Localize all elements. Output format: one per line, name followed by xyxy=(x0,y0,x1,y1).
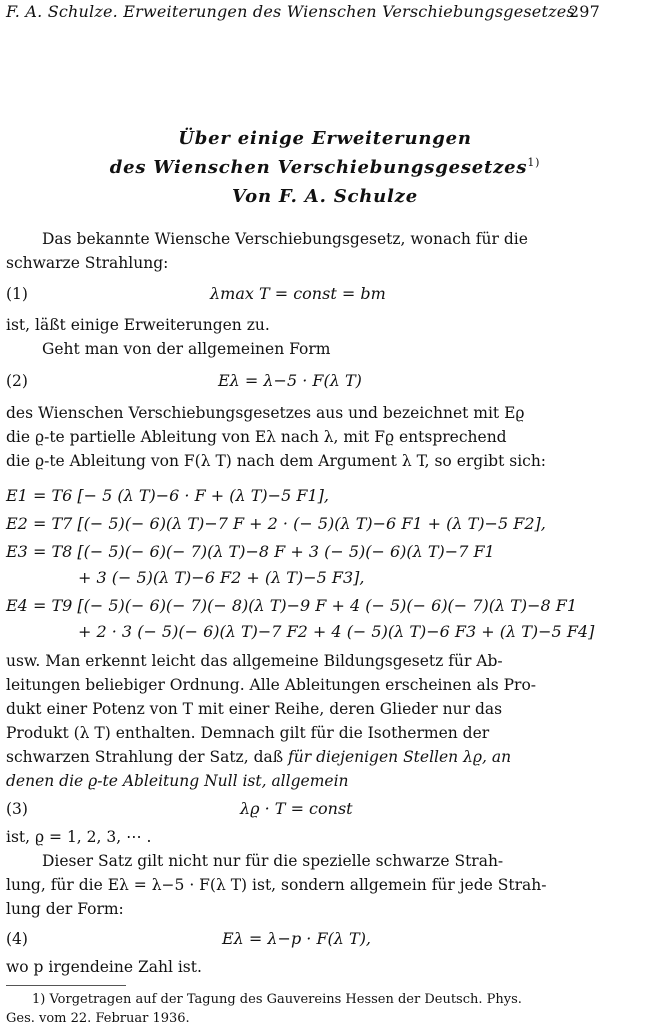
para5-line1: ist, ϱ = 1, 2, 3, ⋯ . xyxy=(6,828,152,846)
para4-line6: denen die ϱ-te Ableitung Null ist, allgemein xyxy=(6,772,349,790)
derivative-e1: E1 = T6 [− 5 (λ T)−6 · F + (λ T)−5 F1], xyxy=(6,486,329,505)
footnote-mark: 1) xyxy=(32,992,46,1007)
eq1-number: (1) xyxy=(6,285,28,303)
para5-line4: lung der Form: xyxy=(6,900,124,918)
derivative-e2: E2 = T7 [(− 5)(− 6)(λ T)−7 F + 2 · (− 5)(λ T)−6 F1 + (λ T)−5 F2], xyxy=(6,514,546,533)
para4-line4: Produkt (λ T) enthalten. Demnach gilt für die Isothermen der xyxy=(6,724,490,742)
para4-line3: dukt einer Potenz von T mit einer Reihe, deren Glieder nur das xyxy=(6,700,503,718)
author-line: Von F. A. Schulze xyxy=(232,186,418,207)
article-title-line-1: Über einige Erweiterungen xyxy=(178,128,472,149)
footnote xyxy=(6,990,596,1028)
para4-line2: leitungen beliebiger Ordnung. Alle Ableitungen erscheinen als Pro- xyxy=(6,676,537,694)
derivative-e4-line2: + 2 · 3 (− 5)(− 6)(λ T)−7 F2 + 4 (− 5)(λ T)−6 F3 + (λ T)−5 F4] xyxy=(78,622,595,641)
page-number: 297 xyxy=(568,2,600,21)
running-title: F. A. Schulze. Erweiterungen des Wienschen Verschiebungsgesetzes xyxy=(6,2,575,21)
para1-line1: Das bekannte Wiensche Verschiebungsgesetz, wonach für die xyxy=(42,230,528,248)
eq2: Eλ = λ−5 · F(λ T) xyxy=(218,371,362,390)
para5-line3: lung, für die Eλ = λ−5 · F(λ T) ist, sondern allgemein für jede Strah- xyxy=(6,876,547,894)
footnote-line-1-text: Vorgetragen auf der Tagung des Gauvereins Hessen der Deutsch. Phys. xyxy=(49,992,522,1007)
derivative-e3-line2: + 3 (− 5)(λ T)−6 F2 + (λ T)−5 F3], xyxy=(78,568,365,587)
para2-line1: ist, läßt einige Erweiterungen zu. xyxy=(6,316,270,334)
footnote-rule xyxy=(6,985,126,986)
eq3-number: (3) xyxy=(6,800,28,818)
para1-line2: schwarze Strahlung: xyxy=(6,254,169,272)
article-title-line-2 xyxy=(0,156,650,178)
title-footnote-mark: 1) xyxy=(527,156,541,169)
eq1: λmax T = const = bm xyxy=(210,284,386,303)
article-title-line-2-text: des Wienschen Verschiebungsgesetzes xyxy=(109,157,528,178)
eq2-number: (2) xyxy=(6,372,28,390)
eq4-number: (4) xyxy=(6,930,28,948)
para6-line1: wo p irgendeine Zahl ist. xyxy=(6,958,202,976)
para3-line3: die ϱ-te Ableitung von F(λ T) nach dem Argument λ T, so ergibt sich: xyxy=(6,452,547,470)
para4-line1: usw. Man erkennt leicht das allgemeine Bildungsgesetz für Ab- xyxy=(6,652,503,670)
derivative-e4-line1: E4 = T9 [(− 5)(− 6)(− 7)(− 8)(λ T)−9 F + 4 (− 5)(− 6)(− 7)(λ T)−8 F1 xyxy=(6,596,578,615)
para4-line5-italic: für diejenigen Stellen λϱ, an xyxy=(288,748,512,766)
para2-line2: Geht man von der allgemeinen Form xyxy=(42,340,331,358)
para3-line1: des Wienschen Verschiebungsgesetzes aus und bezeichnet mit Eϱ xyxy=(6,404,525,422)
para5-line2: Dieser Satz gilt nicht nur für die spezielle schwarze Strah- xyxy=(42,852,504,870)
derivative-e3-line1: E3 = T8 [(− 5)(− 6)(− 7)(λ T)−8 F + 3 (− 5)(− 6)(λ T)−7 F1 xyxy=(6,542,495,561)
para3-line2: die ϱ-te partielle Ableitung von Eλ nach λ, mit Fϱ entsprechend xyxy=(6,428,507,446)
para4-line5-plain: schwarzen Strahlung der Satz, daß xyxy=(6,748,289,766)
eq3: λϱ · T = const xyxy=(240,799,353,818)
running-head xyxy=(6,2,600,21)
para4-line5 xyxy=(6,748,594,766)
eq4: Eλ = λ−p · F(λ T), xyxy=(222,929,372,948)
footnote-line-2: Ges. vom 22. Februar 1936. xyxy=(6,1011,190,1026)
footnote-line-1 xyxy=(6,990,596,1009)
